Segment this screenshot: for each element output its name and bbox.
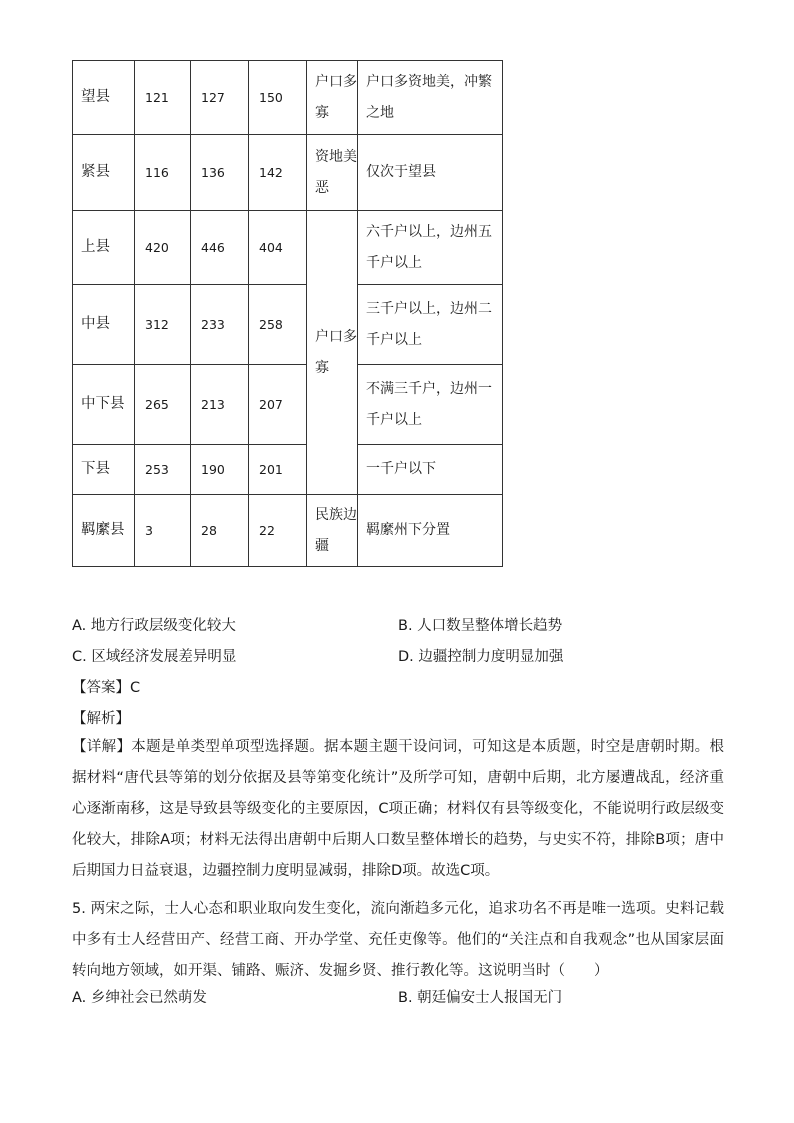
table-cell: 121 — [135, 61, 191, 135]
note-cell: 户口多资地美，冲繁之地 — [358, 61, 503, 135]
note-cell: 不满三千户，边州一千户以上 — [358, 365, 503, 445]
table-cell: 127 — [191, 61, 249, 135]
table-cell: 116 — [135, 135, 191, 211]
option-a: A. 地方行政层级变化较大 — [72, 618, 236, 634]
table-cell: 28 — [191, 495, 249, 567]
table-row — [73, 61, 503, 135]
question-5: 5. 两宋之际，士人心态和职业取向发生变化，流向渐趋多元化，追求功名不再是唯一选项。史料记载中多有士人经营田产、经营工商、开办学堂、充任吏像等。他们的“关注点和自我观念”也从国家层面转向地方领域，如开渠、铺路、赈济、发掘乡贤、推行教化等。这说明当时（ ） — [72, 901, 724, 979]
table-cell: 265 — [135, 365, 191, 445]
table-cell: 312 — [135, 285, 191, 365]
note-cell: 仅次于望县 — [358, 135, 503, 211]
table-cell: 150 — [249, 61, 307, 135]
basis-cell: 户口多寡 — [307, 211, 358, 495]
note-cell: 六千户以上，边州五千户以上 — [358, 211, 503, 285]
option-c: C. 区域经济发展差异明显 — [72, 649, 237, 665]
table-cell: 190 — [191, 445, 249, 495]
table-row — [73, 445, 503, 495]
county-name: 下县 — [73, 445, 135, 495]
table-cell: 201 — [249, 445, 307, 495]
option-d: D. 边疆控制力度明显加强 — [398, 649, 564, 665]
table-cell: 404 — [249, 211, 307, 285]
basis-cell: 民族边疆 — [307, 495, 358, 567]
basis-cell: 资地美恶 — [307, 135, 358, 211]
table-cell: 253 — [135, 445, 191, 495]
table-row — [73, 135, 503, 211]
table-cell: 142 — [249, 135, 307, 211]
table-row — [73, 365, 503, 445]
note-cell: 三千户以上，边州二千户以上 — [358, 285, 503, 365]
table-row — [73, 285, 503, 365]
county-grade-table — [72, 60, 503, 567]
note-cell: 一千户以下 — [358, 445, 503, 495]
county-name: 中县 — [73, 285, 135, 365]
county-name: 上县 — [73, 211, 135, 285]
table-cell: 22 — [249, 495, 307, 567]
table-cell: 233 — [191, 285, 249, 365]
analysis-heading: 【解析】 — [72, 711, 130, 727]
answer-line: 【答案】C — [72, 680, 141, 696]
county-name: 羁縻县 — [73, 495, 135, 567]
table-cell: 213 — [191, 365, 249, 445]
table-cell: 446 — [191, 211, 249, 285]
table-cell: 207 — [249, 365, 307, 445]
county-name: 中下县 — [73, 365, 135, 445]
note-cell: 羁縻州下分置 — [358, 495, 503, 567]
table-cell: 420 — [135, 211, 191, 285]
county-name: 紧县 — [73, 135, 135, 211]
q5-option-b: B. 朝廷偏安士人报国无门 — [398, 990, 563, 1006]
table-cell: 136 — [191, 135, 249, 211]
table-row — [73, 495, 503, 567]
table-cell: 258 — [249, 285, 307, 365]
q5-option-a: A. 乡绅社会已然萌发 — [72, 990, 207, 1006]
county-name: 望县 — [73, 61, 135, 135]
table-row — [73, 211, 503, 285]
table-cell: 3 — [135, 495, 191, 567]
option-b: B. 人口数呈整体增长趋势 — [398, 618, 563, 634]
detail-paragraph: 【详解】本题是单类型单项型选择题。据本题主题干设问词，可知这是本质题，时空是唐朝时期。根据材料“唐代县等第的划分依据及县等第变化统计”及所学可知，唐朝中后期，北方屡遭战乱，经济重心逐渐南移，这是导致县等级变化的主要原因，C项正确；材料仅有县等级变化，不能说明行政层级变化较大，排除A项；材料无法得出唐朝中后期人口数呈整体增长的趋势，与史实不符，排除B项；唐中后期国力日益衰退，边疆控制力度明显减弱，排除D项。故选C项。 — [72, 739, 724, 879]
basis-cell: 户口多寡 — [307, 61, 358, 135]
